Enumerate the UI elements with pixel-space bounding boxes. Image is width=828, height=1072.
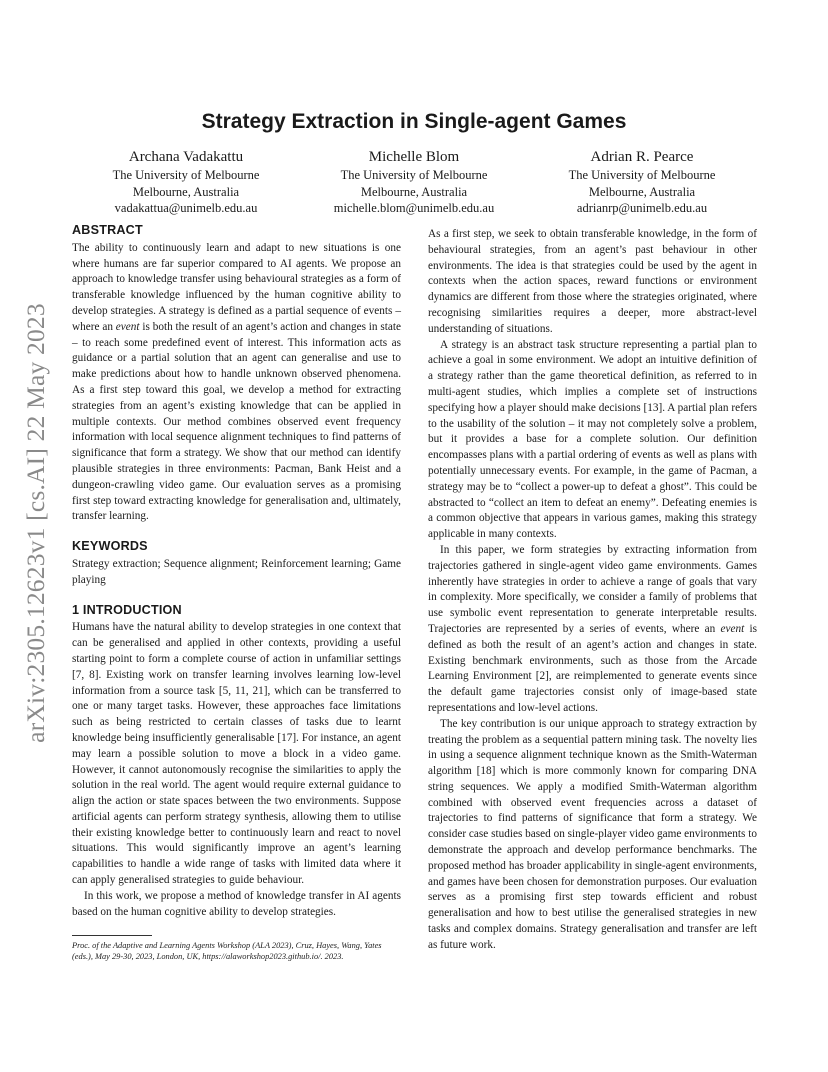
author-2 — [300, 148, 528, 217]
author-location: Melbourne, Australia — [588, 184, 696, 199]
arxiv-id-text: arXiv:2305.12623v1 [cs.AI] 22 May 2023 — [21, 303, 50, 743]
author-affiliation: The University of Melbourne — [340, 168, 488, 182]
footnote: Proc. of the Adaptive and Learning Agents Workshop (ALA 2023), Cruz, Hayes, Wang, Yates (eds.), May 29-30, 2023, London, UK, https://alaworkshop2023.github.io/. 2023. — [72, 941, 382, 961]
paper-title: Strategy Extraction in Single-agent Games — [201, 110, 627, 133]
abstract-heading: ABSTRACT — [72, 223, 143, 237]
author-email: adrianrp@unimelb.edu.au — [576, 201, 708, 215]
intro-paragraph-3: As a first step, we seek to obtain transferable knowledge, in the form of behavioural strategies, from an agent’s past behaviour in other environments. The idea is that strategies could be used by the agent in contexts when the action spaces, reward functions or environment dynamics are different from those where the strategies originated, where recognising similarities requires a deeper, more abstract-level understanding of situations. — [428, 228, 757, 335]
author-name: Adrian R. Pearce — [590, 149, 694, 165]
author-affiliation: The University of Melbourne — [568, 168, 716, 182]
author-email: michelle.blom@unimelb.edu.au — [333, 201, 495, 215]
introduction-heading: 1 INTRODUCTION — [72, 602, 182, 617]
author-3 — [528, 148, 756, 217]
author-location: Melbourne, Australia — [360, 184, 468, 199]
author-name: Archana Vadakattu — [128, 149, 244, 165]
intro-paragraph-2: In this work, we propose a method of knowledge transfer in AI agents based on the human cognitive ability to develop strategies. — [72, 889, 401, 918]
footnote-divider — [72, 935, 152, 936]
intro-paragraph-1: Humans have the natural ability to develop strategies in one context that can be generalised and applied in other contexts, providing a useful starting point to form a complete course of action in unfamiliar settings [7, 8]. Existing work on transfer learning involves learning low-level information from a source task [5, 11, 21], which can be transferred to one or many target tasks. However, these approaches face limitations such as being restricted to certain classes of tasks due to learnt knowledge being insufficiently generalisable [17]. For instance, an agent may learn a possible solution to move a block in a video game. However, it cannot autonomously recognise the similarities to apply the solution in the real world. The agent would require external guidance to align the action or state spaces between the two environments. Suppose artificial agents can perform strategy synthesis, allowing them to utilise their existing knowledge better to continuously learn and react to novel situations. This would significantly improve an agent’s learning capabilities to handle a wide range of tasks with limited data where it can apply generalised strategies to guide behaviour. — [72, 621, 401, 887]
left-column — [72, 223, 401, 920]
keywords-text: Strategy extraction; Sequence alignment; Reinforcement learning; Game playing — [72, 557, 401, 586]
keywords-heading: KEYWORDS — [72, 539, 148, 554]
intro-paragraph-6: The key contribution is our unique approach to strategy extraction by treating the problem as a sequential pattern mining task. The novelty lies in using a sequence alignment technique known as the Smith-Waterman algorithm [18] which is more commonly known for comparing DNA string sequences. We apply a modified Smith-Waterman algorithm combined with observed event frequencies across a dataset of trajectories to find patterns of significance that form a strategy. We consider case studies based on single-player video game environments to demonstrate the approach and develop performance benchmarks. The proposed method has broader applicability in single-agent environments, and games have been chosen for demonstration purposes. Our evaluation serves as a promising first step towards efficient and robust generalisation and how to best utilise the generalised strategies in new tasks and complex domains. Strategy generalisation and transfer are left as future work. — [428, 717, 757, 951]
author-1 — [72, 148, 300, 217]
author-location: Melbourne, Australia — [132, 184, 240, 199]
intro-paragraph-4: A strategy is an abstract task structure representing a partial plan to achieve a goal in some environment. We adopt an intuitive definition of a strategy rather than the game theoretical definition, as referred to in multi-agent studies, which implies a complete set of instructions specifying how a player should make decisions [13]. A partial plan refers to the usability of the solution – it may not completely solve a problem, but it provides a base for a complete solution. Our definition encompasses plans with a partial ordering of events as well as plans with potentially unnecessary events. For example, in the game of Pacman, a strategy may be to “collect a power-up to defeat a ghost”. This could be abstracted to “collect an item to defeat an enemy”. Defeating enemies is a common objective that appears in various games, making this strategy applicable in many contexts. — [428, 338, 757, 541]
author-email: vadakattua@unimelb.edu.au — [114, 201, 258, 215]
arxiv-side-label — [16, 288, 56, 758]
author-block — [72, 148, 756, 217]
right-column — [428, 227, 757, 954]
author-affiliation: The University of Melbourne — [112, 168, 260, 182]
abstract-text: The ability to continuously learn and adapt to new situations is one where humans are far superior compared to AI agents. We propose an approach to knowledge transfer using behavioural strategies as a form of transferable knowledge influenced by the human cognitive ability to develop strategies. A strategy is defined as a partial sequence of events – where an event is both the result of an agent’s action and changes in state – to reach some predefined event of interest. This information acts as guidance or a partial solution that an agent can generalise and use to make predictions about how to handle unknown observed phenomena. As a first step toward this goal, we develop a method for extracting strategies from an agent’s existing knowledge that can be applied in multiple contexts. Our method combines observed event frequency information with local sequence alignment techniques to find patterns of significance that form a strategy. We show that our method can identify plausible strategies in three environments: Pacman, Bank Heist and a dungeon-crawling video game. Our evaluation serves as a promising first step toward extracting knowledge for generalisation and, ultimately, transfer learning. — [72, 241, 401, 523]
intro-paragraph-5: In this paper, we form strategies by extracting information from trajectories gathered in single-agent video game environments. Games inherently have strategies in order to achieve a range of goals that vary in complexity. More specifically, we consider a family of problems that use symbolic event representation to generate interpretable results. Trajectories are represented by a series of events, where an event is defined as both the result of an agent’s action and changes in state. Existing benchmark environments, such as those from the Arcade Learning Environment [2], are reimplemented to generate events since the default game trajectories consist only of image-based state representations and low-level actions. — [428, 543, 757, 714]
author-name: Michelle Blom — [368, 149, 460, 165]
